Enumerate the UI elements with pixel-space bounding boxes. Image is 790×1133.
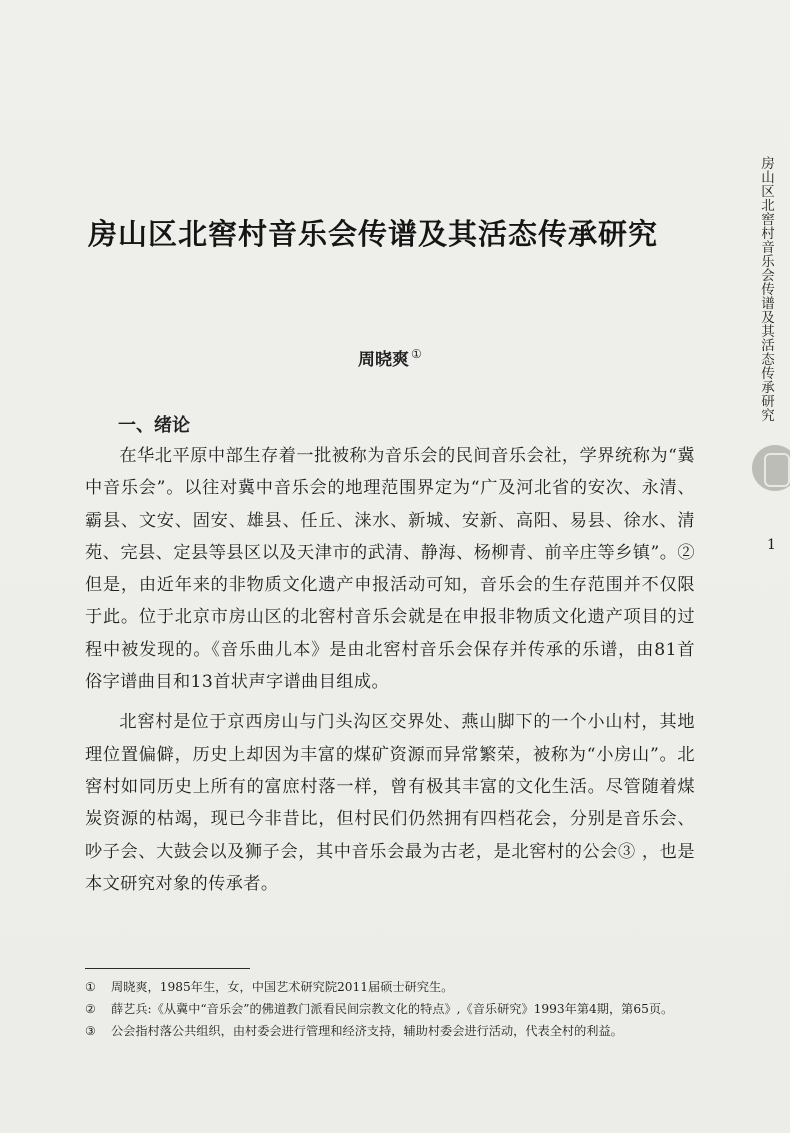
page-number: 1: [767, 537, 776, 553]
author-line: [358, 345, 422, 370]
footnote-text: 公会指村落公共组织，由村委会进行管理和经济支持，辅助村委会进行活动，代表全村的利益。: [111, 1024, 623, 1038]
footnote-mark: ③: [85, 1024, 96, 1038]
author-note-mark: ①: [411, 347, 422, 362]
paragraph-1: 在华北平原中部生存着一批被称为音乐会的民间音乐会社，学界统称为“冀中音乐会”。以往对冀中音乐会的地理范围界定为“广及河北省的安次、永清、霸县、文安、固安、雄县、任丘、涞水、新城、安新、高阳、易县、徐水、清苑、完县、定县等县区以及天津市的武清、静海、杨柳青、前辛庄等乡镇”。② 但是，由近年来的非物质文化遗产申报活动可知，音乐会的生存范围并不仅限于此。位于北京市房山区的北窖村音乐会就是在申报非物质文化遗产项目的过程中被发现的。《音乐曲儿本》是由北窖村音乐会保存并传承的乐谱，由81首俗字谱曲目和13首状声字谱曲目组成。: [85, 446, 695, 693]
footnotes: [85, 976, 705, 1042]
section-heading: 一、绪论: [118, 415, 190, 436]
footnote-2: [85, 998, 705, 1020]
chapter-seal-icon: [752, 445, 790, 491]
author-name: 周晓爽: [358, 350, 409, 370]
body-text: [85, 440, 695, 908]
paragraph-2: 北窖村是位于京西房山与门头沟区交界处、燕山脚下的一个小山村，其地理位置偏僻，历史上却因为丰富的煤矿资源而异常繁荣，被称为“小房山”。北窖村如同历史上所有的富庶村落一样，曾有极其丰富的文化生活。尽管随着煤炭资源的枯竭，现已今非昔比，但村民们仍然拥有四档花会，分别是音乐会、吵子会、大鼓会以及狮子会，其中音乐会最为古老，是北窖村的公会③ ，也是本文研究对象的传承者。: [85, 712, 695, 894]
footnote-mark: ①: [85, 980, 96, 994]
footnote-1: [85, 976, 705, 998]
footnote-divider: [85, 968, 250, 969]
article-title: 房山区北窖村音乐会传谱及其活态传承研究: [88, 217, 659, 251]
footnote-mark: ②: [85, 1002, 96, 1016]
footnote-text: 薛艺兵:《从冀中“音乐会”的佛道教门派看民间宗教文化的特点》,《音乐研究》1993年第4期，第65页。: [111, 1002, 674, 1016]
footnote-3: [85, 1020, 705, 1042]
footnote-text: 周晓爽，1985年生，女，中国艺术研究院2011届硕士研究生。: [111, 980, 454, 994]
running-header: 房山区北窖村音乐会传谱及其活态传承研究: [758, 156, 774, 422]
